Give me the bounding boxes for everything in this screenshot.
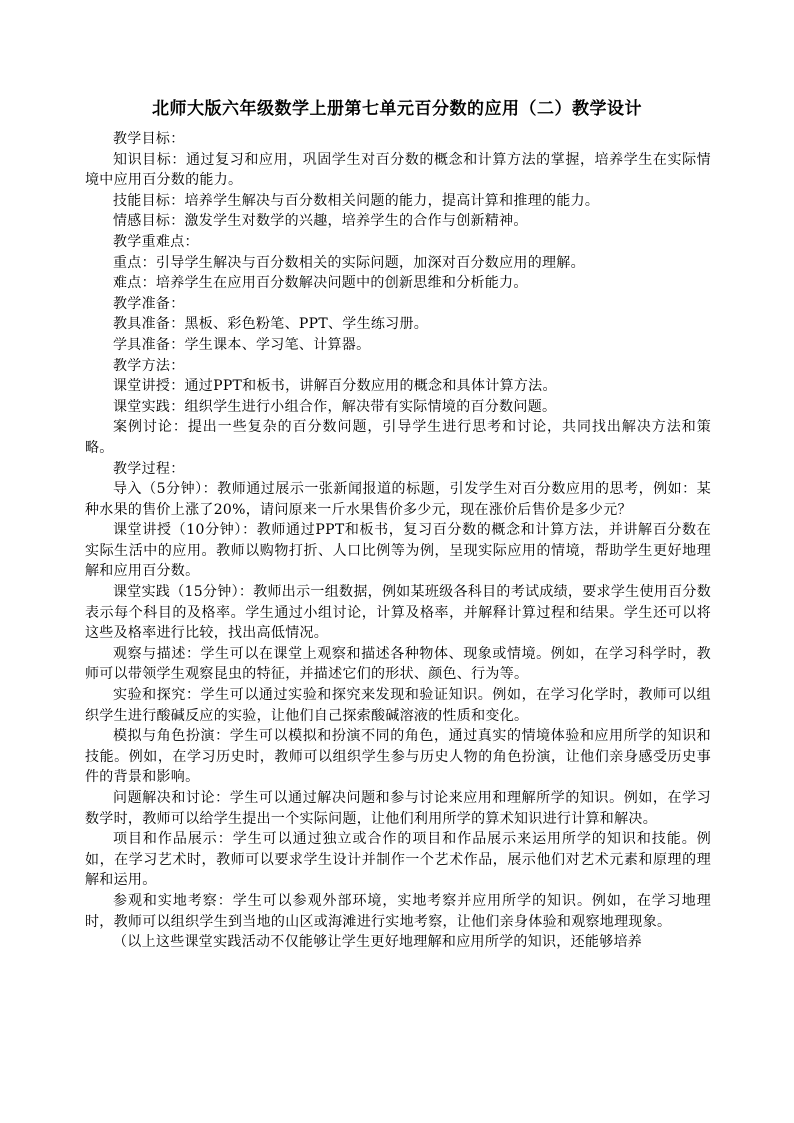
paragraph-practice-method: 课堂实践：组织学生进行小组合作，解决带有实际情境的百分数问题。 [113, 398, 557, 415]
paragraph-role-play: 模拟与角色扮演：学生可以模拟和扮演不同的角色，通过真实的情境体验和应用所学的知识和技能。例如，在学习历史时，教师可以组织学生参与历史人物的角色扮演，让他们亲身感受历史事件的背景和影响。 [85, 728, 711, 786]
paragraph-skill-goal: 技能目标：培养学生解决与百分数相关问题的能力，提高计算和推理的能力。 [113, 192, 600, 209]
paragraph-key-point: 重点：引导学生解决与百分数相关的实际问题，加深对百分数应用的理解。 [113, 254, 585, 271]
paragraph-difficulty: 难点：培养学生在应用百分数解决问题中的创新思维和分析能力。 [113, 275, 528, 292]
paragraph-case-discussion: 案例讨论：提出一些复杂的百分数问题，引导学生进行思考和讨论，共同找出解决方法和策略。 [85, 419, 711, 456]
paragraph-knowledge-goal: 知识目标：通过复习和应用，巩固学生对百分数的概念和计算方法的掌握，培养学生在实际情境中应用百分数的能力。 [85, 151, 711, 189]
paragraph-practice-step: 课堂实践（15分钟）：教师出示一组数据，例如某班级各科目的考试成绩，要求学生使用百分数表示每个科目的及格率。学生通过小组讨论，计算及格率，并解释计算过程和结果。学生还可以将这些及格率进行比较，找出高低情况。 [85, 584, 711, 642]
paragraph-methods-heading: 教学方法： [113, 357, 185, 374]
paragraph-summary: （以上这些课堂实践活动不仅能够让学生更好地理解和应用所学的知识，还能够培养 [113, 934, 643, 951]
paragraph-introduction: 导入（5分钟）：教师通过展示一张新闻报道的标题，引发学生对百分数应用的思考，例如：某种水果的售价上涨了20%，请问原来一斤水果售价多少元，现在涨价后售价是多少元？ [85, 481, 711, 518]
paragraph-teaching-goals-heading: 教学目标： [113, 131, 185, 147]
paragraph-lecture-step: 课堂讲授（10分钟）：教师通过PPT和板书，复习百分数的概念和计算方法，并讲解百分数在实际生活中的应用。教师以购物打折、人口比例等为例，呈现实际应用的情境，帮助学生更好地理解和应用百分数。 [85, 522, 711, 580]
document-body [85, 129, 711, 953]
paragraph-learning-aids: 学具准备：学生课本、学习笔、计算器。 [113, 336, 371, 353]
paragraph-process-heading: 教学过程： [113, 460, 185, 477]
paragraph-preparation-heading: 教学准备： [113, 295, 185, 312]
paragraph-emotion-goal: 情感目标：激发学生对数学的兴趣，培养学生的合作与创新精神。 [113, 213, 528, 230]
paragraph-project-showcase: 项目和作品展示：学生可以通过独立或合作的项目和作品展示来运用所学的知识和技能。例如，在学习艺术时，教师可以要求学生设计并制作一个艺术作品，展示他们对艺术元素和原理的理解和运用。 [85, 831, 711, 889]
paragraph-lecture-method: 课堂讲授：通过PPT和板书，讲解百分数应用的概念和具体计算方法。 [113, 378, 557, 395]
paragraph-problem-solving: 问题解决和讨论：学生可以通过解决问题和参与讨论来应用和理解所学的知识。例如，在学习数学时，教师可以给学生提出一个实际问题，让他们利用所学的算术知识进行计算和解决。 [85, 790, 711, 827]
paragraph-observation: 观察与描述：学生可以在课堂上观察和描述各种物体、现象或情境。例如，在学习科学时，教师可以带领学生观察昆虫的特征，并描述它们的形状、颜色、行为等。 [85, 645, 711, 683]
paragraph-key-difficulties-heading: 教学重难点： [113, 233, 199, 250]
paragraph-teaching-aids: 教具准备：黑板、彩色粉笔、PPT、学生练习册。 [113, 316, 429, 333]
document-title: 北师大版六年级数学上册第七单元百分数的应用（二）教学设计 [152, 99, 642, 119]
paragraph-field-trip: 参观和实地考察：学生可以参观外部环境，实地考察并应用所学的知识。例如，在学习地理时，教师可以组织学生到当地的山区或海滩进行实地考察，让他们亲身体验和观察地理现象。 [85, 892, 711, 930]
paragraph-experiment: 实验和探究：学生可以通过实验和探究来发现和验证知识。例如，在学习化学时，教师可以组织学生进行酸碱反应的实验，让他们自己探索酸碱溶液的性质和变化。 [85, 687, 711, 724]
